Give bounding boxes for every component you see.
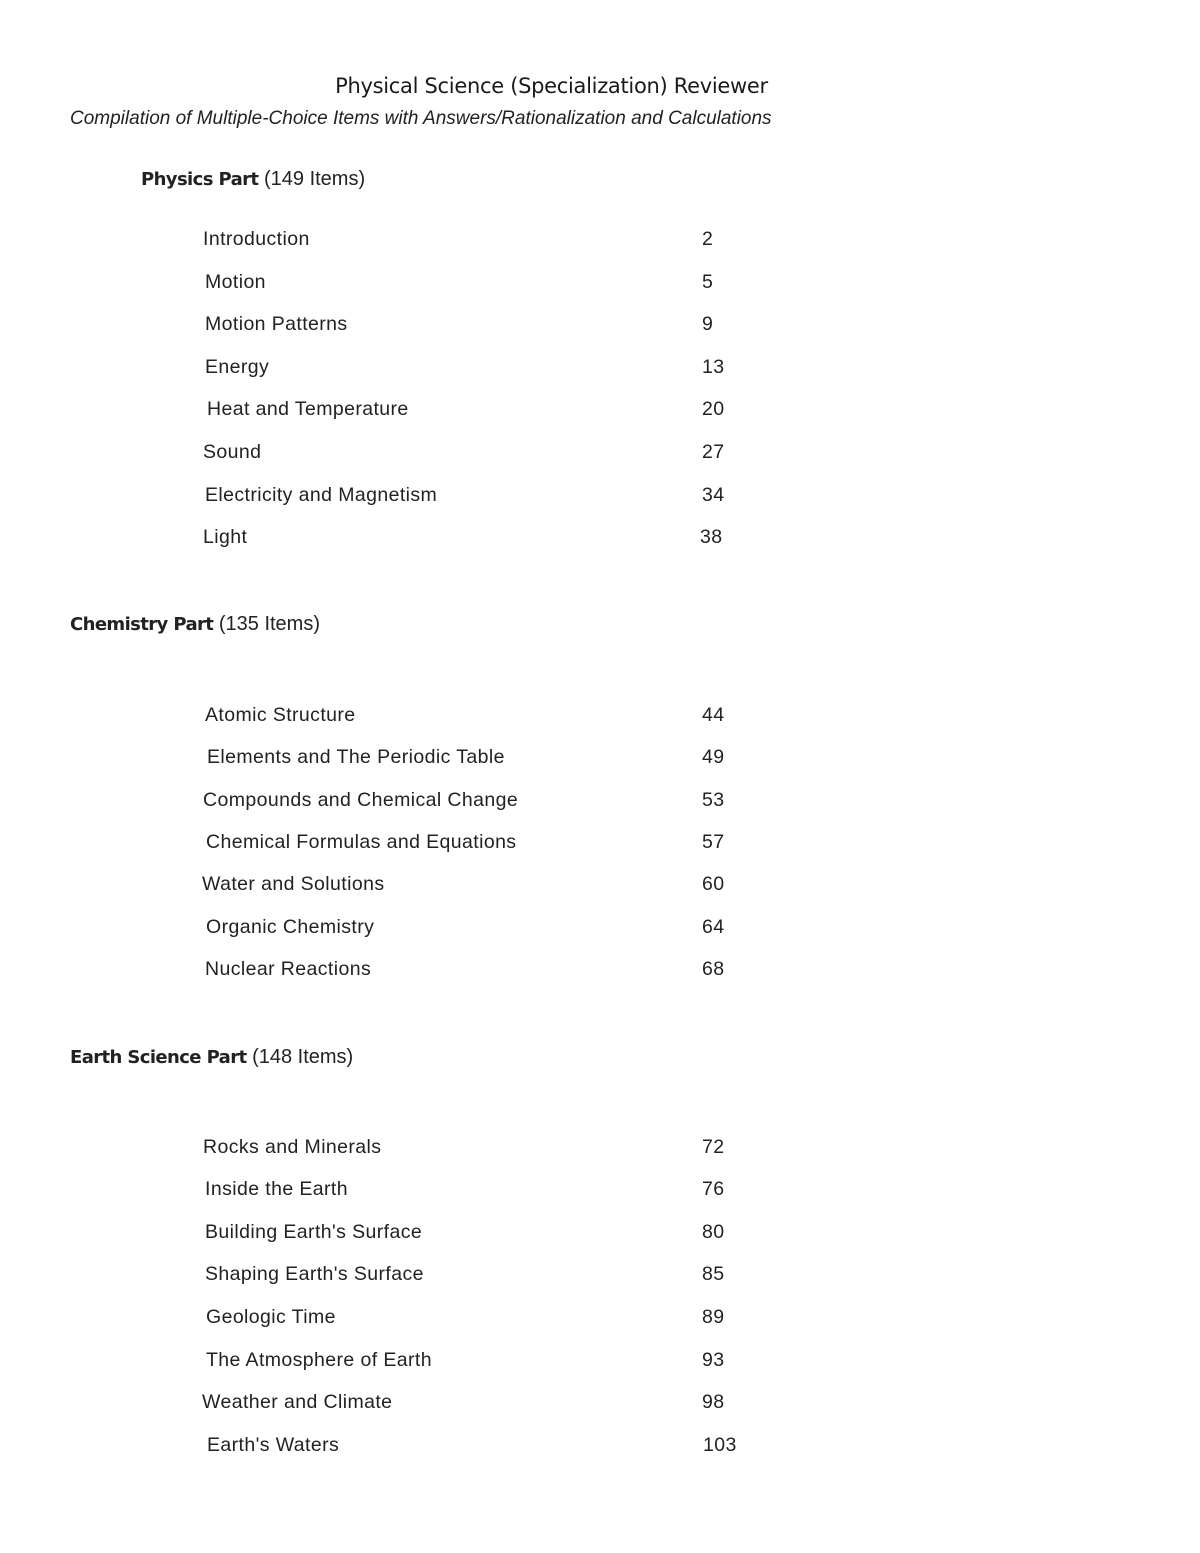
toc-entry-label: Electricity and Magnetism (205, 484, 438, 506)
toc-entry-label: Organic Chemistry (206, 916, 375, 938)
toc-entry-page: 72 (702, 1136, 725, 1158)
section-item-count: (149 Items) (263, 168, 366, 190)
toc-entry-label: Energy (205, 356, 270, 378)
toc-entry-page: 34 (702, 484, 725, 506)
document-subtitle: Compilation of Multiple-Choice Items with Answers/Rationalization and Calculations (70, 108, 772, 129)
section-name: Chemistry Part (70, 614, 214, 635)
toc-entry-page: 57 (702, 831, 725, 853)
toc-entry[interactable] (0, 1178, 1200, 1208)
toc-entry-page: 49 (702, 746, 725, 768)
toc-entry-page: 60 (702, 873, 725, 895)
toc-entry[interactable] (0, 831, 1200, 861)
toc-entry-page: 85 (702, 1263, 725, 1285)
toc-entry[interactable] (0, 1391, 1200, 1421)
section-heading-earth-science (70, 1046, 353, 1069)
toc-entry-label: Sound (203, 441, 262, 463)
toc-entry-page: 2 (702, 228, 714, 250)
toc-entry-page: 76 (702, 1178, 725, 1200)
toc-entry-page: 20 (702, 398, 725, 420)
toc-entry-label: Introduction (203, 228, 310, 250)
toc-entry-page: 68 (702, 958, 725, 980)
toc-entry-label: Geologic Time (206, 1306, 336, 1328)
toc-entry-label: The Atmosphere of Earth (206, 1349, 432, 1371)
toc-entry-page: 64 (702, 916, 725, 938)
toc-entry-label: Compounds and Chemical Change (203, 789, 519, 811)
toc-entry[interactable] (0, 1434, 1200, 1464)
toc-entry[interactable] (0, 441, 1200, 471)
section-name: Earth Science Part (70, 1047, 247, 1068)
toc-entry-page: 98 (702, 1391, 725, 1413)
toc-entry[interactable] (0, 228, 1200, 258)
toc-entry-page: 13 (702, 356, 725, 378)
toc-entry[interactable] (0, 313, 1200, 343)
toc-entry-label: Building Earth's Surface (205, 1221, 423, 1243)
toc-entry[interactable] (0, 1349, 1200, 1379)
section-heading-physics (141, 168, 365, 191)
toc-entry[interactable] (0, 1221, 1200, 1251)
toc-entry[interactable] (0, 526, 1200, 556)
toc-entry[interactable] (0, 958, 1200, 988)
toc-entry-label: Chemical Formulas and Equations (206, 831, 517, 853)
toc-entry[interactable] (0, 1306, 1200, 1336)
toc-entry-page: 80 (702, 1221, 725, 1243)
toc-entry[interactable] (0, 873, 1200, 903)
toc-entry[interactable] (0, 356, 1200, 386)
toc-entry-label: Shaping Earth's Surface (205, 1263, 424, 1285)
toc-entry-label: Weather and Climate (202, 1391, 393, 1413)
toc-entry-label: Motion Patterns (205, 313, 348, 335)
toc-entry-label: Water and Solutions (202, 873, 385, 895)
section-name: Physics Part (141, 169, 259, 190)
toc-entry[interactable] (0, 916, 1200, 946)
section-heading-chemistry (70, 613, 320, 636)
toc-entry-page: 27 (702, 441, 725, 463)
toc-entry[interactable] (0, 484, 1200, 514)
toc-entry-page: 89 (702, 1306, 725, 1328)
toc-entry-label: Light (203, 526, 248, 548)
section-item-count: (148 Items) (252, 1046, 354, 1068)
toc-entry[interactable] (0, 704, 1200, 734)
toc-entry[interactable] (0, 789, 1200, 819)
toc-entry-label: Heat and Temperature (207, 398, 409, 420)
toc-entry[interactable] (0, 1136, 1200, 1166)
toc-entry-page: 38 (700, 526, 723, 548)
toc-entry[interactable] (0, 398, 1200, 428)
toc-entry[interactable] (0, 271, 1200, 301)
toc-entry-page: 103 (703, 1434, 737, 1456)
toc-entry-page: 5 (702, 271, 714, 293)
toc-entry-label: Nuclear Reactions (205, 958, 372, 980)
toc-entry-label: Earth's Waters (207, 1434, 340, 1456)
toc-entry-label: Inside the Earth (205, 1178, 348, 1200)
document-title: Physical Science (Specialization) Reviewer (335, 74, 768, 98)
toc-entry-label: Motion (205, 271, 266, 293)
toc-entry[interactable] (0, 746, 1200, 776)
toc-entry-label: Atomic Structure (205, 704, 356, 726)
toc-entry[interactable] (0, 1263, 1200, 1293)
section-item-count: (135 Items) (218, 613, 321, 635)
toc-entry-page: 53 (702, 789, 725, 811)
toc-entry-label: Rocks and Minerals (203, 1136, 382, 1158)
toc-entry-page: 93 (702, 1349, 725, 1371)
toc-entry-label: Elements and The Periodic Table (207, 746, 505, 768)
toc-entry-page: 44 (702, 704, 725, 726)
toc-entry-page: 9 (702, 313, 714, 335)
